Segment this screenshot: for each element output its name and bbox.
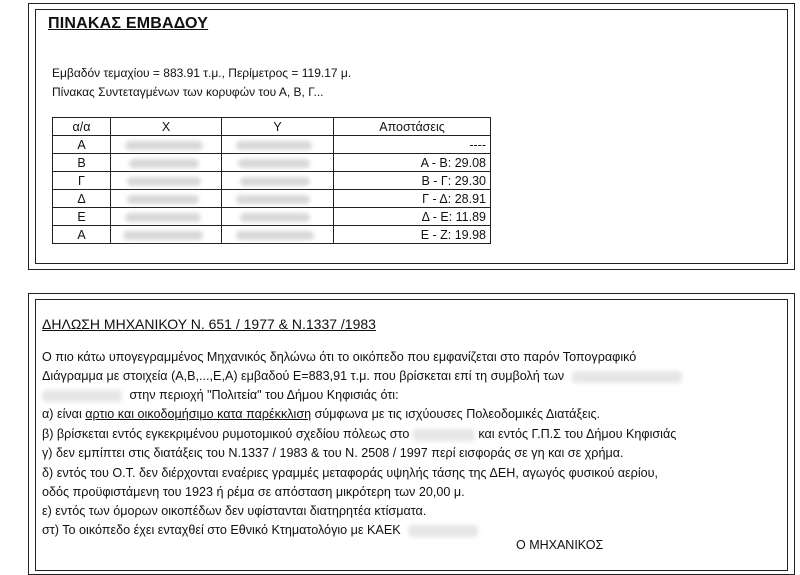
y-value-redacted [222,190,334,208]
item-st-text: στ) Το οικόπεδο έχει ενταχθεί στο Εθνικό Κτηματολόγιο με ΚΑΕΚ [42,523,401,537]
y-value-redacted [222,226,334,244]
item-a-underlined: αρτιο και οικοδομήσιμο κατα παρέκκλιση [85,407,312,421]
distance: Δ - Ε: 11.89 [334,208,491,226]
header-x: X [111,118,222,136]
y-value-redacted [222,172,334,190]
x-value-redacted [111,172,222,190]
vertex-id: Ε [53,208,111,226]
table-row [53,190,491,208]
item-b-suffix: και εντός Γ.Π.Σ του Δήμου Κηφισιάς [478,427,677,441]
vertex-id: Α [53,136,111,154]
item-a-suffix: σύμφωνα με τις ισχύουσες Πολεοδομικές Διατάξεις. [311,407,601,421]
declaration-intro-line-3 [42,388,399,402]
x-value-redacted [111,208,222,226]
item-b-prefix: β) βρίσκεται εντός εγκεκριμένου ρυμοτομικού σχεδίου πόλεως στο [42,427,410,441]
table-row [53,172,491,190]
vertex-id: Β [53,154,111,172]
x-value-redacted [111,190,222,208]
table-row [53,136,491,154]
declaration-item-c: γ) δεν εμπίπτει στις διατάξεις του Ν.1337 / 1983 & του Ν. 2508 / 1997 περί εισφοράς σε γη και σε χρήμα. [42,446,624,460]
distance: Ε - Ζ: 19.98 [334,226,491,244]
distance: Γ - Δ: 28.91 [334,190,491,208]
y-value-redacted [222,136,334,154]
declaration-item-a [42,407,600,421]
header-distances: Αποστάσεις [334,118,491,136]
redacted-streets [572,371,682,383]
area-table-title: ΠΙΝΑΚΑΣ ΕΜΒΑΔΟΥ [48,15,209,32]
distance: Β - Γ: 29.30 [334,172,491,190]
redacted-area-name [413,429,475,441]
declaration-item-d-line-1: δ) εντός του Ο.Τ. δεν διέρχονται εναέριες γραμμές μεταφοράς υψηλής τάσης της ΔΕΗ, αγωγός φυσικού αερίου, [42,466,659,480]
coordinates-table [52,117,491,244]
declaration-item-b [42,427,676,441]
x-value-redacted [111,136,222,154]
table-header-row [53,118,491,136]
declaration-item-e: ε) εντός των όμορων οικοπέδων δεν υφίστανται διατηρητέα κτίσματα. [42,504,427,518]
y-value-redacted [222,154,334,172]
distance: Α - Β: 29.08 [334,154,491,172]
area-summary: Εμβαδόν τεμαχίου = 883.91 τ.μ., Περίμετρος = 119.17 μ. [52,66,352,80]
x-value-redacted [111,226,222,244]
vertex-id: Α [53,226,111,244]
x-value-redacted [111,154,222,172]
declaration-item-st [42,523,478,537]
vertex-id: Γ [53,172,111,190]
declaration-item-d-line-2: οδός προϋφιστάμενη του 1923 ή ρέμα σε απόσταση μικρότερη των 20,00 μ. [42,485,465,499]
engineer-signature-label: Ο ΜΗΧΑΝΙΚΟΣ [516,538,604,552]
redacted-street-continued [42,390,122,402]
coordinates-subtitle: Πίνακας Συντεταγμένων των κορυφών του Α, Β, Γ... [52,85,324,99]
redacted-kaek [408,525,478,537]
distance: ---- [334,136,491,154]
declaration-intro-line-2-text: Διάγραμμα με στοιχεία (Α,Β,...,Ε,Α) εμβαδού Ε=883,91 τ.μ. που βρίσκεται επί τη συμβολή των [42,369,565,383]
header-index: α/α [53,118,111,136]
table-row [53,226,491,244]
y-value-redacted [222,208,334,226]
declaration-intro-line-1: Ο πιο κάτω υπογεγραμμένος Μηχανικός δηλώνω ότι το οικόπεδο που εμφανίζεται στο παρόν Τοπογραφικό [42,350,637,364]
table-row [53,208,491,226]
vertex-id: Δ [53,190,111,208]
declaration-intro-line-3-text: στην περιοχή "Πολιτεία" του Δήμου Κηφισιάς ότι: [129,388,399,402]
table-row [53,154,491,172]
item-a-prefix: α) είναι [42,407,86,421]
header-y: Y [222,118,334,136]
declaration-title: ΔΗΛΩΣΗ ΜΗΧΑΝΙΚΟΥ Ν. 651 / 1977 & Ν.1337 /1983 [42,316,376,332]
declaration-intro-line-2 [42,369,682,383]
